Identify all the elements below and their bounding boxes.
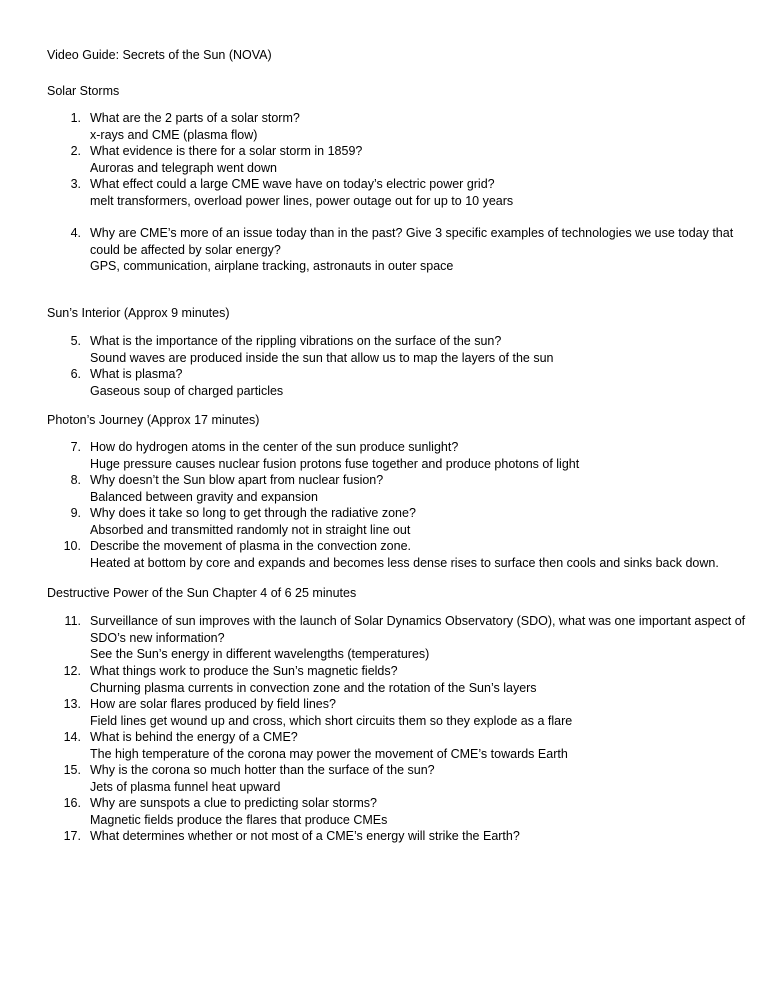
question-text: Why are sunspots a clue to predicting solar storms? (90, 796, 377, 810)
answer-text: Gaseous soup of charged particles (90, 383, 284, 398)
answer-text: Field lines get wound up and cross, which short circuits them so they explode as a flare (90, 713, 573, 728)
question-number: 11. (64, 614, 81, 628)
question-number: 14. (63, 730, 81, 744)
question-text: How are solar flares produced by field lines? (90, 697, 336, 711)
question-text: Why are CME’s more of an issue today than in the past? Give 3 specific examples of technologies we use today that could be affected by solar energy? (90, 226, 734, 257)
answer-text: Churning plasma currents in convection zone and the rotation of the Sun’s layers (90, 680, 537, 695)
question-text: What is behind the energy of a CME? (90, 730, 298, 744)
section-heading-destructive-power: Destructive Power of the Sun Chapter 4 of 6 25 minutes (47, 586, 357, 600)
question-number: 13. (63, 697, 81, 711)
question-text: What is plasma? (90, 367, 183, 381)
section-heading-solar-storms: Solar Storms (47, 84, 120, 98)
answer-text: Huge pressure causes nuclear fusion protons fuse together and produce photons of light (90, 456, 580, 471)
question-number: 2. (70, 144, 81, 158)
question-text: How do hydrogen atoms in the center of the sun produce sunlight? (90, 440, 459, 454)
question-text: What things work to produce the Sun’s magnetic fields? (90, 664, 398, 678)
question-text: Why doesn’t the Sun blow apart from nuclear fusion? (90, 473, 384, 487)
question-text: What are the 2 parts of a solar storm? (90, 111, 300, 125)
question-text: Why does it take so long to get through the radiative zone? (90, 506, 416, 520)
question-text: What is the importance of the rippling vibrations on the surface of the sun? (90, 334, 502, 348)
question-text: Why is the corona so much hotter than the surface of the sun? (90, 763, 435, 777)
answer-text: Magnetic fields produce the flares that produce CMEs (90, 812, 388, 827)
question-number: 15. (63, 763, 81, 777)
question-text: Surveillance of sun improves with the launch of Solar Dynamics Observatory (SDO), what was one important aspect of SDO’s new information? (90, 614, 746, 645)
answer-text: Balanced between gravity and expansion (90, 489, 318, 504)
question-number: 8. (70, 473, 81, 487)
answer-text: GPS, communication, airplane tracking, astronauts in outer space (90, 259, 454, 273)
question-number: 3. (70, 177, 81, 191)
question-number: 4. (70, 226, 81, 240)
answer-text: melt transformers, overload power lines, power outage out for up to 10 years (90, 193, 514, 208)
section-heading-photons-journey: Photon’s Journey (Approx 17 minutes) (47, 413, 260, 427)
question-text: What evidence is there for a solar storm in 1859? (90, 144, 363, 158)
answer-text: Heated at bottom by core and expands and becomes less dense rises to surface then cools and sinks back down. (90, 555, 719, 570)
question-number: 1. (70, 111, 81, 125)
answer-text: Auroras and telegraph went down (90, 160, 277, 175)
answer-text: x-rays and CME (plasma flow) (90, 127, 258, 142)
question-text: Describe the movement of plasma in the convection zone. (90, 539, 412, 553)
answer-text: See the Sun’s energy in different wavelengths (temperatures) (90, 647, 430, 661)
document-title: Video Guide: Secrets of the Sun (NOVA) (47, 48, 272, 62)
question-number: 5. (70, 334, 81, 348)
section-heading-suns-interior: Sun’s Interior (Approx 9 minutes) (47, 306, 230, 320)
question-number: 12. (63, 664, 81, 678)
question-text: What determines whether or not most of a CME’s energy will strike the Earth? (90, 829, 520, 843)
question-number: 17. (63, 829, 81, 843)
answer-text: Jets of plasma funnel heat upward (90, 779, 281, 794)
question-number: 16. (63, 796, 81, 810)
answer-text: Sound waves are produced inside the sun that allow us to map the layers of the sun (90, 350, 554, 365)
question-number: 7. (70, 440, 81, 454)
question-number: 6. (70, 367, 81, 381)
question-text: What effect could a large CME wave have on today’s electric power grid? (90, 177, 495, 191)
answer-text: The high temperature of the corona may power the movement of CME’s towards Earth (90, 746, 568, 761)
answer-text: Absorbed and transmitted randomly not in straight line out (90, 522, 411, 537)
question-number: 10. (63, 539, 81, 553)
question-number: 9. (70, 506, 81, 520)
